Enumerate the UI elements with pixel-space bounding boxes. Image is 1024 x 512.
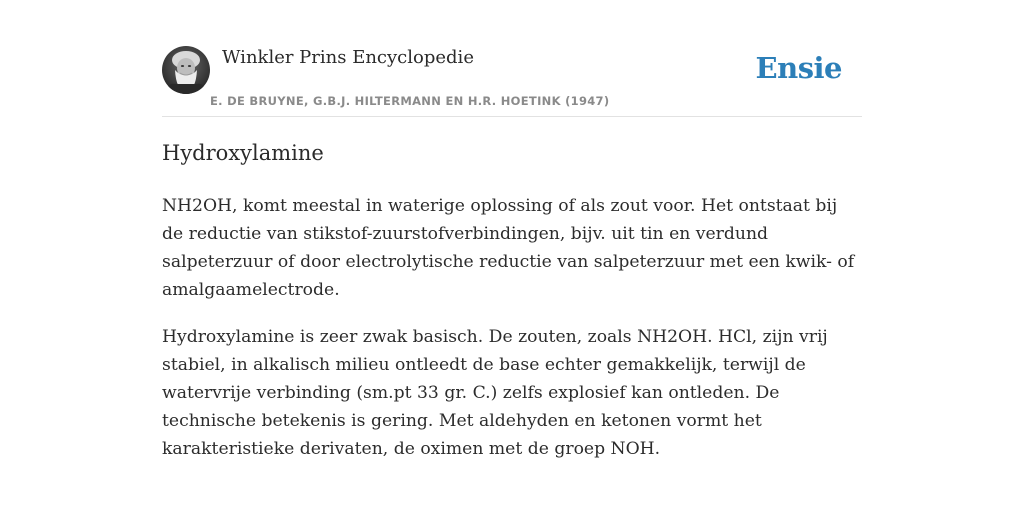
page-header [162, 46, 862, 117]
article-paragraph: NH2OH, komt meestal in waterige oplossing of als zout voor. Het ontstaat bij de reductie van stikstof-zuurstofverbindingen, bijv. uit tin en verdund salpeterzuur of door electrolytische reductie van salpeterzuur met een kwik- of amalgaamelectrode. [162, 196, 855, 300]
article-body [162, 192, 862, 482]
portrait-image [162, 46, 210, 94]
source-title[interactable]: Winkler Prins Encyclopedie [222, 47, 474, 68]
ensie-logo-link[interactable]: Ensie [755, 51, 842, 85]
article-title: Hydroxylamine [162, 141, 324, 165]
author-portrait-avatar[interactable] [162, 46, 210, 94]
article-paragraph: Hydroxylamine is zeer zwak basisch. De zouten, zoals NH2OH. HCl, zijn vrij stabiel, in alkalisch milieu ontleedt de base echter gemakkelijk, terwijl de watervrije verbinding (sm.pt 33 gr. C.) zelfs explosief kan ontleden. De technische betekenis is gering. Met aldehyden en ketonen vormt het karakteristieke derivaten, de oximen met de groep NOH. [162, 327, 828, 459]
source-authors: E. DE BRUYNE, G.B.J. HILTERMANN EN H.R. HOETINK (1947) [210, 94, 610, 108]
